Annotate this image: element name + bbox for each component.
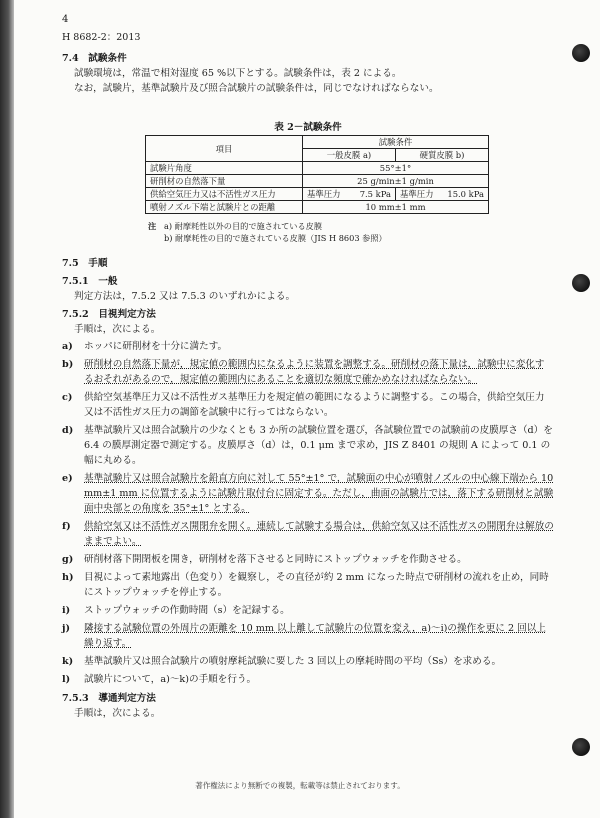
- table-header: 項目: [146, 136, 303, 162]
- section-heading: 7.5.1 一般: [62, 276, 118, 287]
- list-item: l) 試験片について，a)～k)の手順を行う。: [62, 674, 257, 685]
- punch-hole: [572, 738, 590, 756]
- section-7-5: [62, 256, 554, 721]
- section-heading: 7.5.3 導通判定方法: [62, 693, 156, 704]
- list-item: k) 基準試験片又は照合試験片の噴射摩耗試験に要した 3 回以上の摩耗時間の平均（Ss）を求める。: [62, 656, 502, 667]
- section-heading: 7.5.2 目視判定方法: [62, 309, 156, 320]
- list-item: j) 隣接する試験位置の外周片の距離を 10 mm 以上離して試験片の位置を変え，a)～i)の操作を更に 2 回以上繰り返す。: [62, 623, 546, 649]
- list-item: g) 研削材落下開閉板を開き，研削材を落下させると同時にストップウォッチを作動させる。: [62, 554, 467, 565]
- section-heading: 7.5 手順: [62, 258, 108, 269]
- paragraph: 手順は，次による。: [74, 708, 161, 719]
- list-item: d) 基準試験片又は照合試験片の少なくとも 3 か所の試験位置を選び，各試験位置での試験前の皮膜厚さ（d）を 6.4 の膜厚測定器で測定する。皮膜厚さ（d）は，0.1 μm まで求め，JIS Z 8401 の規則 A によって 0.1 の幅に丸める。: [62, 425, 553, 466]
- table-row: 試験片角度 55°±1°: [146, 162, 489, 175]
- copyright-footer: 著作権法により無断での複製，転載等は禁止されております。: [195, 781, 405, 790]
- list-item: b) 研削材の自然落下量が，規定値の範囲内になるように装置を調整する。研削材の落下量は，試験中に変化するおそれがあるので，規定値の範囲内にあることを適切な頻度で確かめなければならない。: [62, 359, 545, 385]
- section-heading: 7.4 試験条件: [62, 53, 127, 64]
- paragraph: 判定方法は，7.5.2 又は 7.5.3 のいずれかによる。: [74, 291, 296, 302]
- test-conditions-table: [145, 135, 489, 214]
- paragraph: 手順は，次による。: [74, 324, 161, 335]
- table-row: 研削材の自然落下量 25 g/min±1 g/min: [146, 175, 489, 188]
- paragraph: なお，試験片，基準試験片及び照合試験片の試験条件は，同じでなければならない。: [74, 83, 439, 94]
- punch-hole: [572, 274, 590, 292]
- table-header: 一般皮膜 a): [303, 149, 396, 162]
- table-row: 噴射ノズル下端と試験片との距離 10 mm±1 mm: [146, 201, 489, 214]
- list-item: c) 供給空気基準圧力又は不活性ガス基準圧力を規定値の範囲になるように調整する。この場合，供給空気圧力又は不活性ガス圧力の調節を試験中に行ってはならない。: [62, 392, 545, 418]
- list-item: i) ストップウォッチの作動時間（s）を記録する。: [62, 605, 290, 616]
- scan-edge: [0, 0, 14, 818]
- table-header: 試験条件: [303, 136, 489, 149]
- punch-hole: [572, 44, 590, 62]
- section-7-4: [62, 51, 554, 96]
- table-row: 供給空気圧力又は不活性ガス圧力 基準圧力 7.5 kPa 基準圧力 15.0 kPa: [146, 188, 489, 201]
- list-item: e) 基準試験片又は照合試験片を鉛直方向に対して 55°±1° で，試験面の中心が噴射ノズルの中心線下端から 10 mm±1 mm に位置するように試験片取付台に固定する。ただし，曲面の試験片では，落下する研削材と試験面中央部との角度を 35°±1° とする。: [62, 473, 554, 514]
- list-item: h) 目視によって素地露出（色変り）を観察し，その直径が約 2 mm になった時点で研削材の流れを止め，同時にストップウォッチを停止する。: [62, 572, 549, 598]
- list-item: f) 供給空気又は不活性ガス開閉弁を開く。連続して試験する場合は，供給空気又は不活性ガスの開閉弁は解放のままでよい。: [62, 521, 554, 547]
- table-caption: 表 2－試験条件: [274, 122, 342, 133]
- list-item: a) ホッパに研削材を十分に満たす。: [62, 341, 228, 352]
- page-number: 4: [62, 14, 69, 25]
- table-header: 硬質皮膜 b): [396, 149, 489, 162]
- paragraph: 試験環境は，常温で相対湿度 65 %以下とする。試験条件は，表 2 による。: [74, 68, 402, 79]
- table-notes: 注 a) 耐摩耗性以外の目的で施されている皮膜 b) 耐摩耗性の目的で施されている皮膜（JIS H 8603 参照）: [148, 221, 387, 243]
- standard-id: H 8682-2：2013: [62, 32, 141, 43]
